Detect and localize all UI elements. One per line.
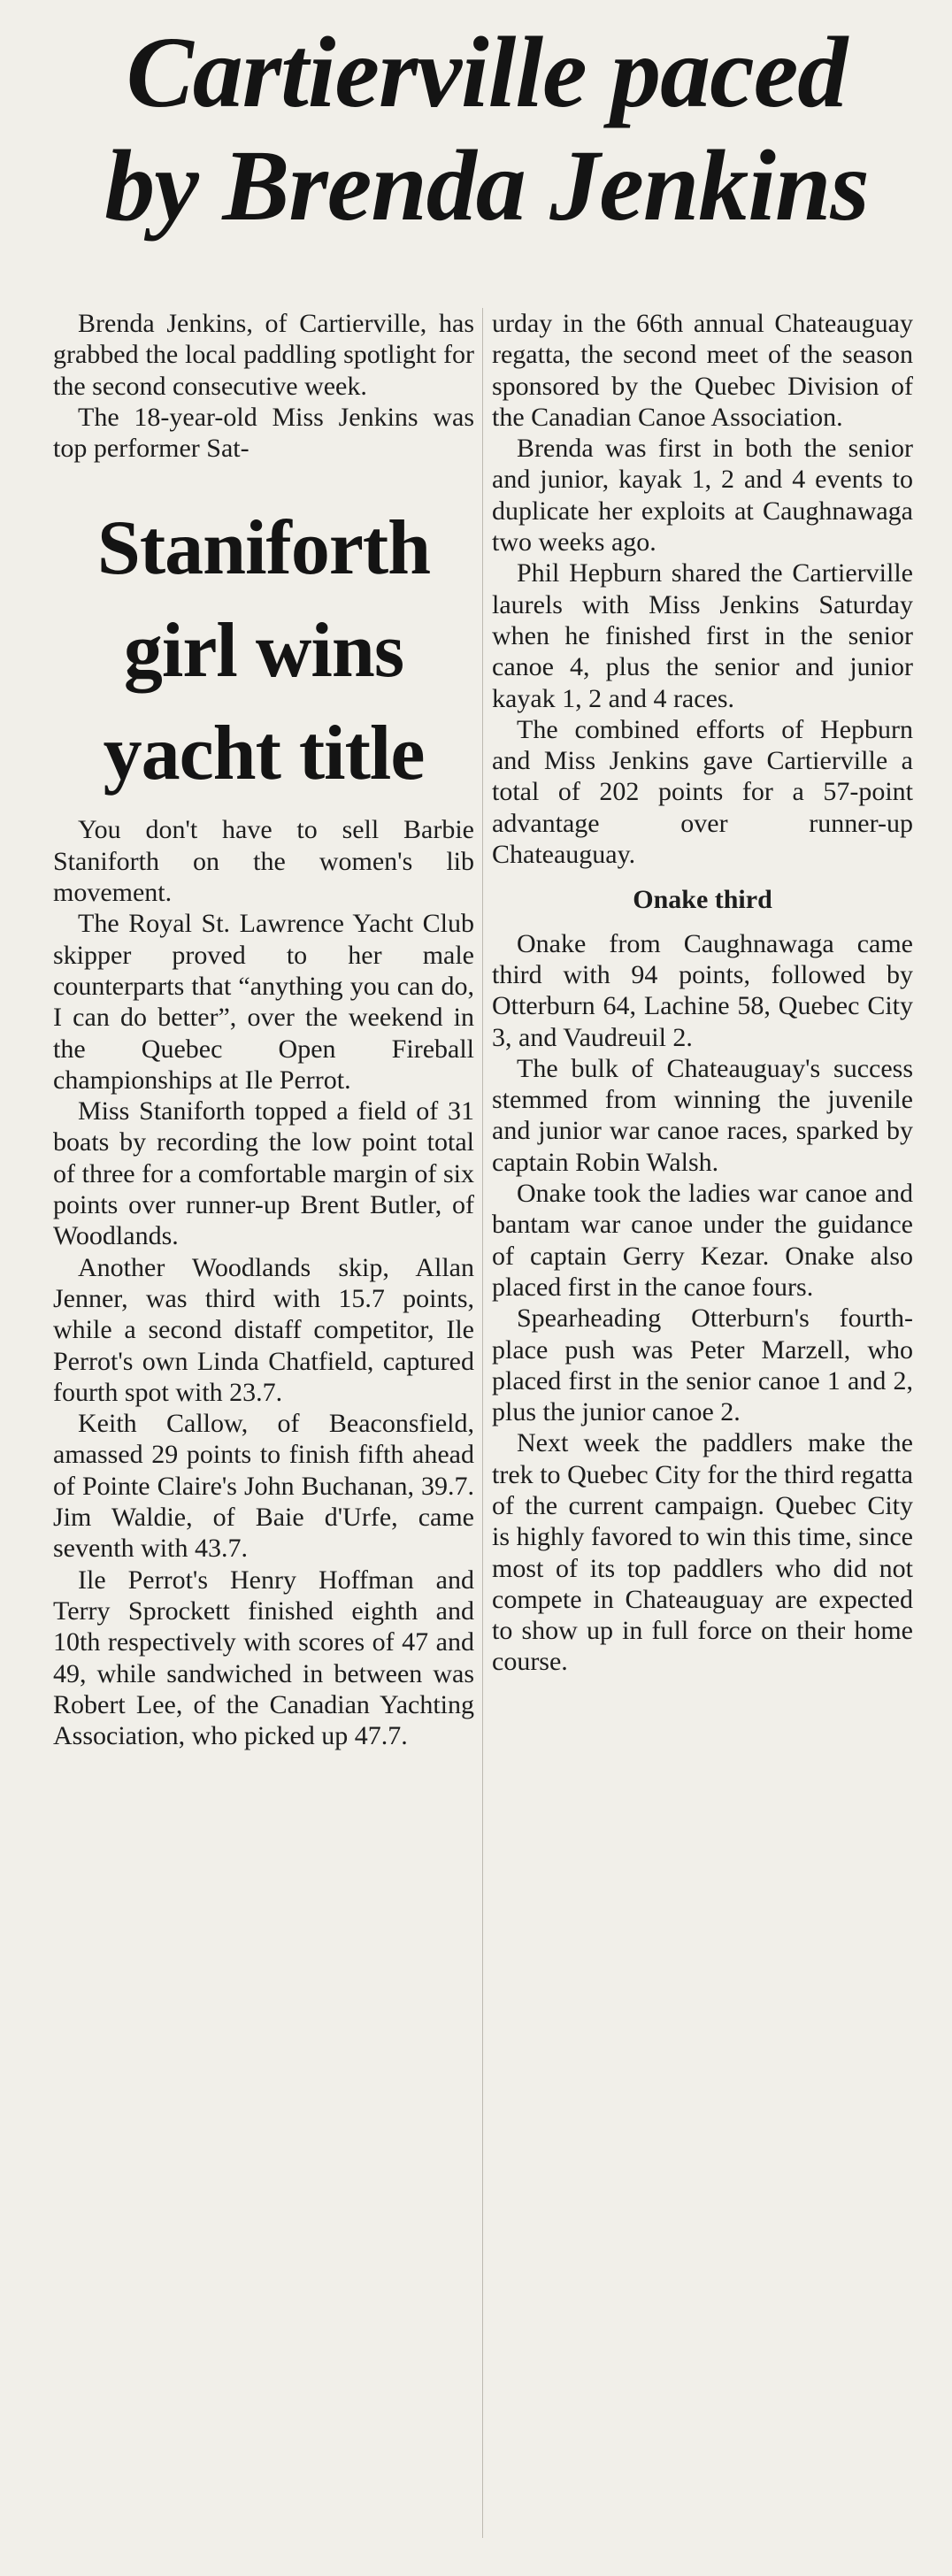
column-rule	[482, 308, 483, 2538]
continued-paragraph-2: Brenda was first in both the senior and junior, kayak 1, 2 and 4 events to duplicate her exploits at Caughnawaga two weeks ago.	[492, 434, 913, 557]
after-paragraph-4: Spearheading Otterburn's fourth-place push was Peter Marzell, who placed first in the senior canoe 1 and 2, plus the junior canoe 2.	[492, 1303, 913, 1427]
after-paragraph-3: Onake took the ladies war canoe and bantam war canoe under the guidance of captain Gerry Kezar. Onake also placed first in the canoe fours.	[492, 1179, 913, 1302]
story-paragraph-3: Miss Staniforth topped a field of 31 boats by recording the low point total of three for a comfortable margin of six points over runner-up Brent Butler, of Woodlands.	[53, 1096, 474, 1251]
story-paragraph-4: Another Woodlands skip, Allan Jenner, was third with 15.7 points, while a second distaff competitor, Ile Perrot's own Linda Chatfield, captured fourth spot with 23.7.	[53, 1252, 474, 1407]
story-paragraph-6: Ile Perrot's Henry Hoffman and Terry Sprockett finished eighth and 10th respectively with scores of 47 and 49, while sandwiched in between was Robert Lee, of the Canadian Yachting Association, who picked up 47.7.	[53, 1565, 474, 1751]
headline-line-1: Cartierville paced	[126, 16, 848, 128]
continued-paragraph-4: The combined efforts of Hepburn and Miss Jenkins gave Cartierville a total of 202 points for a 57-point advantage over runner-up Chateauguay.	[492, 714, 913, 870]
subheadline	[53, 497, 474, 805]
subheadline-line-2: girl wins	[123, 608, 404, 695]
continued-paragraph-1: urday in the 66th annual Chateauguay regatta, the second meet of the season sponsored by the Quebec Division of the Canadian Canoe Association.	[492, 309, 913, 432]
left-column	[53, 308, 474, 1751]
lead-paragraph-1: Brenda Jenkins, of Cartierville, has grabbed the local paddling spotlight for the second consecutive week.	[53, 309, 474, 401]
story-paragraph-1: You don't have to sell Barbie Staniforth on the women's lib movement.	[53, 815, 474, 908]
after-paragraph-1: Onake from Caughnawaga came third with 94 points, followed by Otterburn 64, Lachine 58, Quebec City 3, and Vaudreuil 2.	[492, 928, 913, 1052]
subheadline-line-3: yacht title	[103, 711, 425, 797]
continued-paragraph-3: Phil Hepburn shared the Cartierville laurels with Miss Jenkins Saturday when he finished first in the senior canoe 4, plus the senior and junior kayak 1, 2 and 4 races.	[492, 558, 913, 713]
main-headline	[53, 16, 920, 242]
subheadline-line-1: Staniforth	[96, 505, 431, 592]
story-paragraph-5: Keith Callow, of Beaconsfield, amassed 29 points to finish fifth ahead of Pointe Claire's John Buchanan, 39.7. Jim Waldie, of Baie d'Urfe, came seventh with 43.7.	[53, 1409, 474, 1564]
after-paragraph-2: The bulk of Chateauguay's success stemmed from winning the juvenile and junior war canoe races, sparked by captain Robin Walsh.	[492, 1053, 913, 1177]
after-paragraph-5: Next week the paddlers make the trek to Quebec City for the third regatta of the current campaign. Quebec City is highly favored to win this time, since most of its top paddlers who did not compete in Chateauguay are expected to show up in full force on their home course.	[492, 1428, 913, 1677]
story-paragraph-2: The Royal St. Lawrence Yacht Club skipper proved to her male counterparts that “anything you can do, I can do better”, over the weekend in the Quebec Open Fireball championships at Ile Perrot.	[53, 909, 474, 1095]
headline-line-2: by Brenda Jenkins	[104, 129, 869, 242]
crosshead: Onake third	[633, 885, 772, 915]
lead-paragraph-2: The 18-year-old Miss Jenkins was top performer Sat-	[53, 402, 474, 464]
right-column	[492, 308, 913, 1678]
